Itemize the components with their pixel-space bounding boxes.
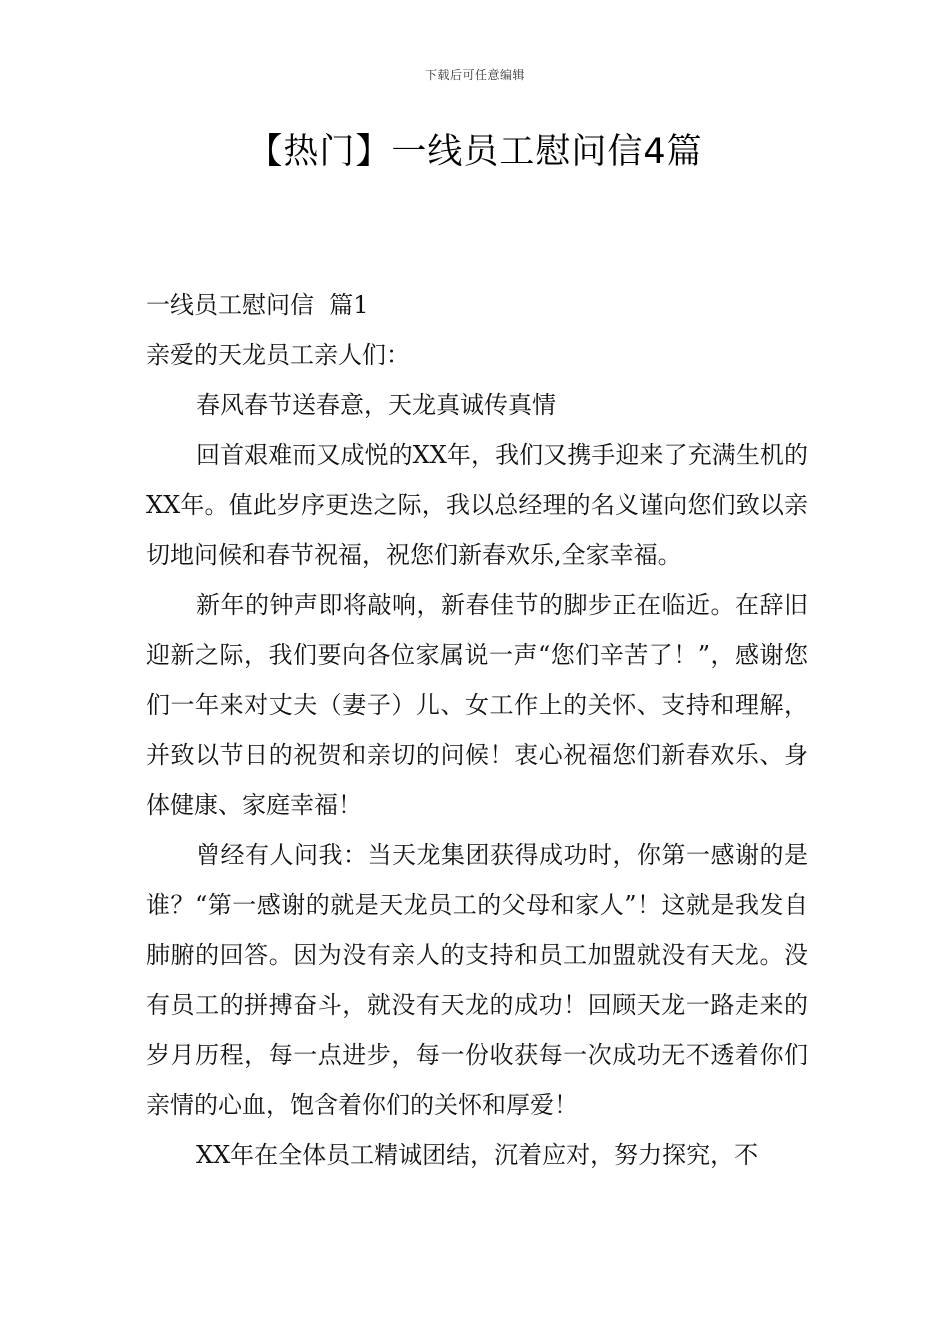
document-body bbox=[146, 280, 808, 1180]
paragraph-year-achievements: XX年在全体员工精诚团结，沉着应对，努力探究，不 bbox=[196, 1141, 759, 1169]
document-title: 【热门】一线员工慰问信4篇 bbox=[247, 132, 703, 172]
paragraph-thanks-families: 新年的钟声即将敲响，新春佳节的脚步正在临近。在辞旧迎新之际，我们要向各位家属说一声“您们辛苦了！”，感谢您们一年来对丈夫（妻子）儿、女工作上的关怀、支持和理解，并致以节日的祝贺和亲切的问候！衷心祝福您们新春欢乐、身体健康、家庭幸福！ bbox=[146, 591, 808, 819]
paragraph-first-gratitude: 曾经有人问我：当天龙集团获得成功时，你第一感谢的是谁？“第一感谢的就是天龙员工的父母和家人”！这就是我发自肺腑的回答。因为没有亲人的支持和员工加盟就没有天龙。没有员工的拼搏奋斗，就没有天龙的成功！回顾天龙一路走来的岁月历程，每一点进步，每一份收获每一次成功无不透着你们亲情的心血，饱含着你们的关怀和厚爱！ bbox=[146, 841, 808, 1119]
section-heading: 一线员工慰问信 篇1 bbox=[146, 291, 369, 319]
paragraph-new-year-review: 回首艰难而又成悦的XX年，我们又携手迎来了充满生机的XX年。值此岁序更迭之际，我以总经理的名义谨向您们致以亲切地问候和春节祝福，祝您们新春欢乐,全家幸福。 bbox=[146, 441, 808, 569]
salutation: 亲爱的天龙员工亲人们： bbox=[146, 341, 410, 369]
header-note: 下载后可任意编辑 bbox=[424, 68, 525, 82]
paragraph-greeting-line: 春风春节送春意，天龙真诚传真情 bbox=[196, 391, 556, 419]
